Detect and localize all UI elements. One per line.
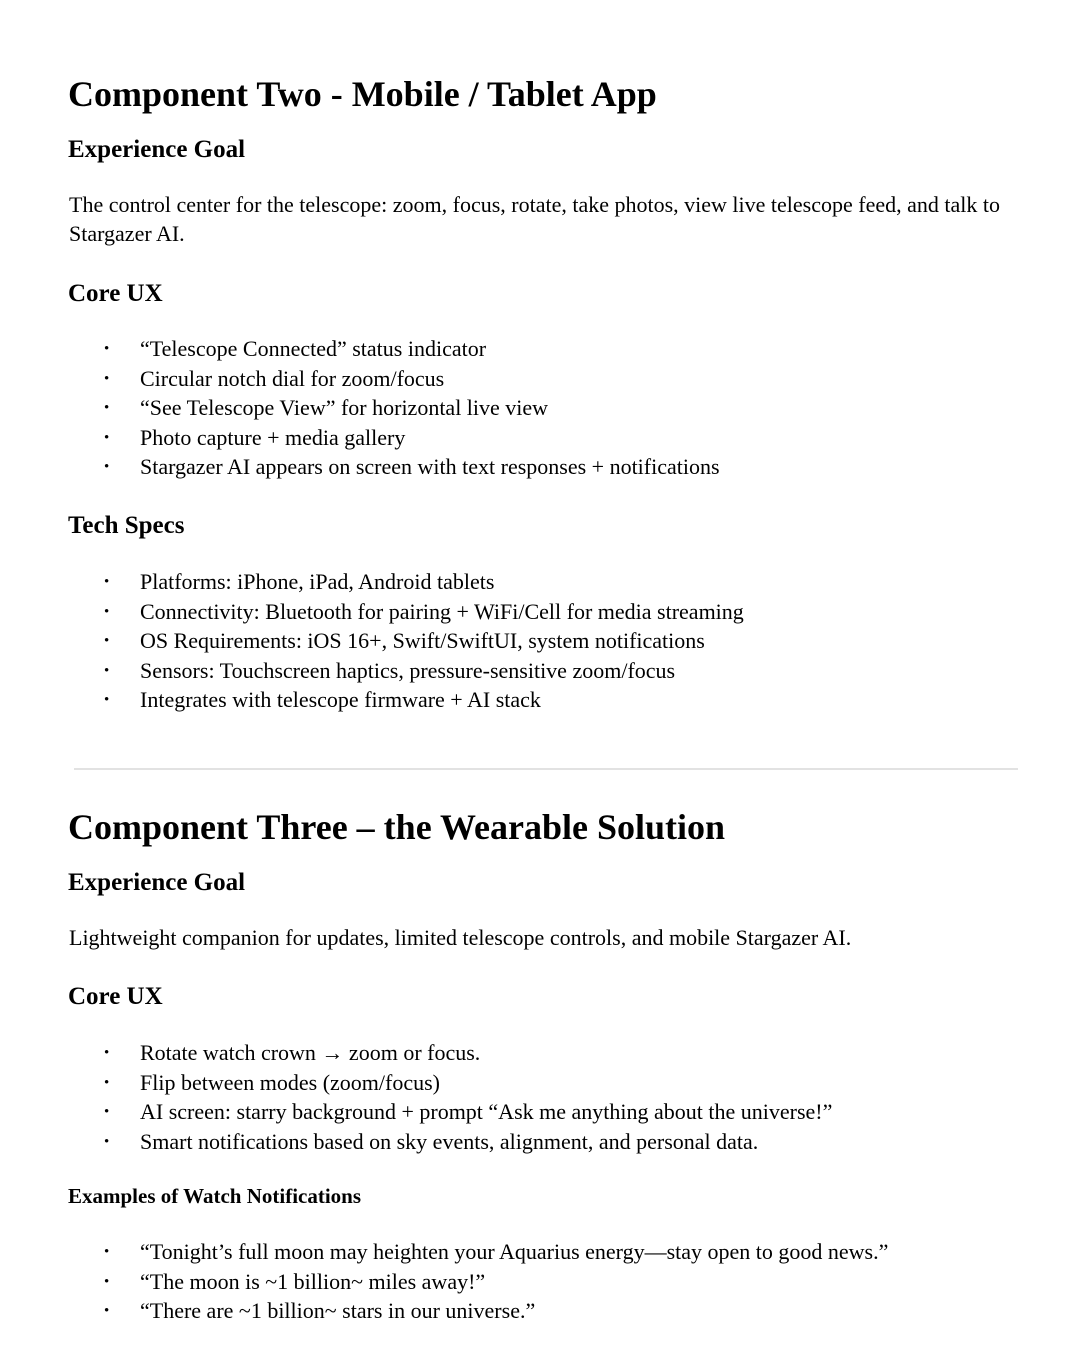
- component-two-core-ux-list: [0, 334, 1000, 482]
- list-item-text: Flip between modes (zoom/focus): [140, 1069, 440, 1095]
- bullet-icon: •: [104, 1244, 110, 1260]
- list-item: [0, 1038, 1000, 1068]
- list-item-text: “The moon is ~1 billion~ miles away!”: [140, 1268, 486, 1294]
- list-item-text: “Telescope Connected” status indicator: [140, 336, 487, 361]
- list-item-text: “There are ~1 billion~ stars in our universe.”: [140, 1298, 536, 1323]
- list-item: [0, 1127, 1000, 1157]
- list-item: [0, 1296, 1000, 1326]
- list-item: [0, 1267, 1000, 1297]
- bullet-icon: •: [104, 1045, 110, 1061]
- bullet-icon: •: [104, 1074, 110, 1091]
- list-item-text: Stargazer AI appears on screen with text responses + notifications: [140, 454, 720, 479]
- list-item: [0, 1237, 1000, 1267]
- list-item-text: OS Requirements: iOS 16+, Swift/SwiftUI, system notifications: [140, 628, 705, 653]
- list-item: [0, 364, 1000, 394]
- list-item-text: “Tonight’s full moon may heighten your Aquarius energy—stay open to good news.”: [140, 1239, 889, 1264]
- list-item: [0, 597, 1000, 627]
- component-two-tech-specs-list: [0, 567, 1000, 715]
- bullet-icon: •: [104, 429, 110, 446]
- list-item-text: Rotate watch crown → zoom or focus.: [140, 1040, 481, 1065]
- component-two-core-ux-heading: Core UX: [68, 280, 163, 307]
- component-three-experience-goal-heading: Experience Goal: [68, 869, 246, 896]
- bullet-icon: •: [104, 1133, 110, 1150]
- list-item-text: “See Telescope View” for horizontal live view: [140, 395, 549, 420]
- list-item-text: Smart notifications based on sky events, alignment, and personal data.: [140, 1128, 759, 1154]
- list-item-text: Circular notch dial for zoom/focus: [140, 365, 445, 391]
- component-three-core-ux-list: [0, 1038, 1000, 1156]
- list-item: [0, 334, 1000, 364]
- component-two-tech-specs-heading: Tech Specs: [68, 512, 185, 539]
- list-item: [0, 567, 1000, 597]
- bullet-icon: •: [104, 662, 110, 679]
- list-item: [0, 685, 1000, 715]
- watch-notifications-list: [0, 1237, 1000, 1326]
- bullet-icon: •: [104, 1273, 110, 1290]
- list-item: [0, 656, 1000, 686]
- component-three-core-ux-heading: Core UX: [68, 983, 163, 1010]
- list-item-text: Integrates with telescope firmware + AI stack: [140, 687, 541, 712]
- bullet-icon: •: [104, 633, 110, 649]
- component-two-experience-goal-heading: Experience Goal: [68, 136, 246, 163]
- watch-notifications-heading: Examples of Watch Notifications: [68, 1184, 362, 1208]
- bullet-icon: •: [104, 692, 110, 708]
- list-item-text: AI screen: starry background + prompt “Ask me anything about the universe!”: [140, 1099, 833, 1124]
- bullet-icon: •: [104, 370, 110, 387]
- list-item: [0, 393, 1000, 423]
- component-three-title: Component Three – the Wearable Solution: [68, 807, 726, 847]
- bullet-icon: •: [104, 574, 110, 590]
- section-divider: [74, 768, 1018, 770]
- list-item-text: Platforms: iPhone, iPad, Android tablets: [140, 569, 495, 594]
- component-three-experience-goal-text: Lightweight companion for updates, limited telescope controls, and mobile Stargazer AI.: [69, 925, 852, 950]
- component-two-title: Component Two - Mobile / Tablet App: [68, 74, 657, 114]
- component-two-experience-goal-text: The control center for the telescope: zoom, focus, rotate, take photos, view live telescope feed, and talk to Stargazer AI.: [69, 192, 1000, 246]
- bullet-icon: •: [104, 1104, 110, 1120]
- list-item: [0, 423, 1000, 453]
- bullet-icon: •: [104, 400, 110, 416]
- list-item: [0, 626, 1000, 656]
- bullet-icon: •: [104, 1303, 110, 1319]
- bullet-icon: •: [104, 603, 110, 620]
- list-item: [0, 1068, 1000, 1098]
- list-item: [0, 1097, 1000, 1127]
- list-item-text: Connectivity: Bluetooth for pairing + WiFi/Cell for media streaming: [140, 598, 744, 624]
- list-item-text: Sensors: Touchscreen haptics, pressure-sensitive zoom/focus: [140, 657, 676, 683]
- bullet-icon: •: [104, 341, 110, 357]
- list-item-text: Photo capture + media gallery: [140, 424, 406, 450]
- bullet-icon: •: [104, 459, 110, 475]
- list-item: [0, 452, 1000, 482]
